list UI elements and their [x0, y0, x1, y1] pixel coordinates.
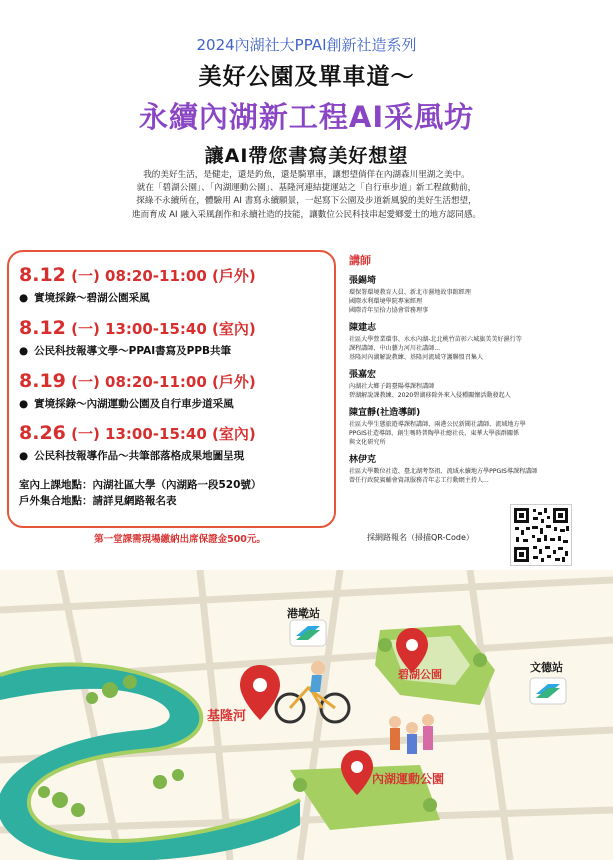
schedule-desc — [19, 448, 337, 463]
schedule-desc-text: 公民科技報導作品～共筆部落格成果地圖呈現 — [34, 450, 245, 462]
indoor-location: 室內上課地點：內湖社區大學（內湖路一段520號） — [19, 479, 262, 491]
svg-circle — [253, 678, 267, 692]
intro-line: 我的美好生活，是健走，還是釣魚，還是騎單車，讓想望倘佯在內湖森川里湖之美中。 — [143, 170, 470, 180]
outdoor-location: 戶外集合地點：請詳見網路報名表 — [19, 495, 177, 507]
intro-line: 就在「碧湖公園」、「內湖運動公園」、基隆河連結捷運站之「自行車步道」新工程啟動前， — [136, 183, 477, 194]
main-title-line1: 美好公園及單車道～ — [198, 64, 415, 90]
schedule-item — [19, 264, 337, 305]
schedule-date: 8.26 — [19, 422, 66, 444]
bullet-icon: ● — [19, 450, 29, 462]
schedule-box — [7, 250, 336, 528]
teacher-bio-line: 基隆河內湖解說教練、基隆河流域守護聯盟召集人 — [349, 354, 484, 361]
teacher-name: 張錫埼 — [349, 276, 377, 286]
subtitle: 讓AI帶您書寫美好想望 — [204, 145, 409, 167]
teacher-bio-line: 課程講師、中山藝力河川社講師... — [349, 345, 441, 352]
teachers-heading: 講師 — [349, 254, 371, 267]
schedule-desc — [19, 290, 337, 305]
teacher-bio-line: 社區大學生態旅遊導課程講師、兩港公民新聞社講師、流域地方學 — [349, 421, 526, 428]
map-label-gangqian: 港墘站 — [287, 607, 320, 620]
teacher-bio-line: 內湖社大鄉子鈞臺陽導課程講師 — [349, 383, 435, 390]
map-label-neihu-sports: 內湖運動公園 — [372, 772, 445, 786]
svg-circle — [406, 639, 418, 651]
teacher-name: 林伊克 — [349, 455, 377, 465]
qr-code-icon — [511, 505, 571, 565]
main-title-line2: 永續內湖新工程AI采風坊 — [138, 100, 475, 134]
schedule-time: (一) 13:00-15:40 (室內) — [71, 320, 256, 338]
illustrated-map — [0, 570, 613, 860]
teacher-bio-line: 曾任行政院賓輔會資訊服務青年志工行動網主持人... — [349, 477, 489, 484]
teacher-bio-line: PPGIS社造導師、創生嗎時普陶學社總社長、東華大學族群關係 — [349, 430, 520, 437]
schedule-desc-text: 公民科技報導文學～PPAI書寫及PPB共筆 — [34, 345, 232, 357]
map-label-wende: 文德站 — [530, 661, 563, 674]
series-title: 2024內湖社大PPAI創新社造系列 — [196, 36, 417, 54]
schedule-item — [19, 370, 337, 411]
teacher-bio-line: 與文化研究所 — [349, 439, 386, 446]
schedule-date-time — [19, 422, 337, 444]
schedule-date-time — [19, 264, 337, 286]
intro-line: 探綠不永續所在，體驗用 AI 書寫永續願景，一起寫下公園及步道新風貌的美好生活想望， — [136, 196, 477, 207]
schedule-date-time — [19, 370, 337, 392]
teacher-bio-line: 社區大學營業環事、水水內湖-北北桃竹苗彰六城旗美美好濕行等 — [349, 336, 522, 343]
schedule-date: 8.19 — [19, 370, 66, 392]
teacher-entry — [349, 452, 609, 485]
teacher-name: 張嘉宏 — [349, 370, 377, 380]
intro-line: 進而育成 AI 融入采風創作和永續社造的技能，讓數位公民科技串起愛鄉愛土的地方認同感。 — [131, 209, 482, 220]
schedule-desc — [19, 396, 337, 411]
teacher-bio-line: 社區大學數位社造、臺北湖考祭祖、流域永續地方學PPGIS導課程講師 — [349, 468, 538, 475]
schedule-date: 8.12 — [19, 264, 66, 286]
map-label-keelung-river: 基隆河 — [207, 709, 247, 724]
teachers-panel — [349, 252, 609, 485]
teacher-name: 陳建志 — [349, 323, 377, 333]
schedule-desc-text: 實境採錄～碧湖公園采風 — [34, 292, 150, 304]
schedule-date-time — [19, 317, 337, 339]
teacher-bio-line: 國際水利環境學院專案經理 — [349, 298, 423, 305]
registration-note: 採網路報名（掃描QR-Code） — [367, 533, 474, 542]
teacher-bio-line: 碧湖解說課教練、2020碧湖移除外來入侵種關懷活動發起人 — [349, 392, 511, 399]
bullet-icon: ● — [19, 345, 29, 357]
qr-code[interactable] — [510, 504, 572, 566]
schedule-desc-text: 實境採錄～內湖運動公園及自行車步道采風 — [34, 398, 234, 410]
schedule-desc — [19, 343, 337, 358]
map-label-bihu: 碧湖公園 — [398, 668, 442, 681]
teacher-entry — [349, 273, 609, 315]
schedule-date: 8.12 — [19, 317, 66, 339]
schedule-time: (一) 08:20-11:00 (戶外) — [71, 267, 256, 285]
locations — [19, 477, 261, 509]
schedule-time: (一) 08:20-11:00 (戶外) — [71, 373, 256, 391]
intro-paragraph — [40, 169, 573, 222]
schedule-item — [19, 422, 337, 463]
bullet-icon: ● — [19, 292, 29, 304]
svg-circle — [351, 761, 363, 773]
teacher-name: 陳宣靜(社造導師) — [349, 408, 421, 418]
teacher-entry — [349, 367, 609, 400]
teacher-bio-line: 環保署環境教育人員、新北市濕地故事館經理 — [349, 289, 471, 296]
deposit-note: 第一堂課需現場繳納出席保證金500元。 — [94, 534, 266, 545]
schedule-item — [19, 317, 337, 358]
teacher-bio-line: 國際青年星拾力協會常務理事 — [349, 307, 429, 314]
teacher-entry — [349, 405, 609, 447]
schedule-time: (一) 13:00-15:40 (室內) — [71, 425, 256, 443]
teacher-entry — [349, 320, 609, 362]
bullet-icon: ● — [19, 398, 29, 410]
